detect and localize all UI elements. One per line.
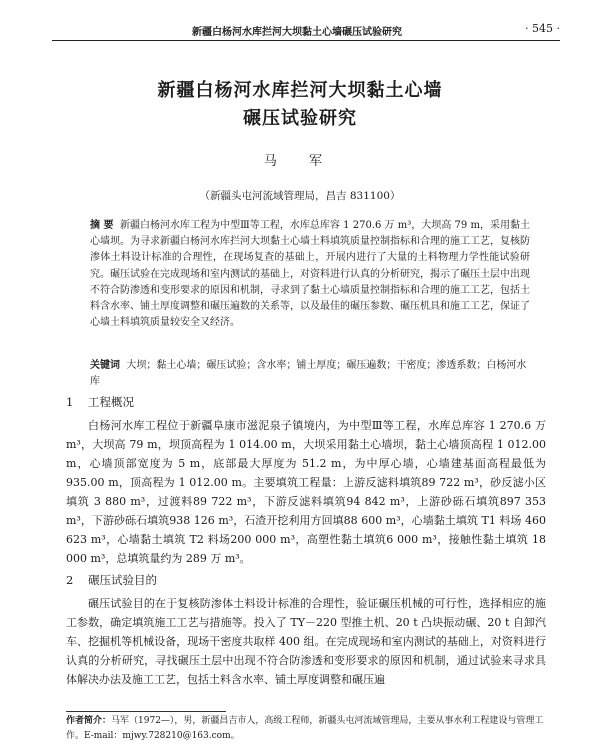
paper-title-line-2: 碾压试验研究: [243, 108, 357, 129]
abstract-label: 摘 要: [90, 220, 114, 231]
keywords-text: 大坝；黏土心墙；碾压试验；含水率；铺土厚度；碾压遍数；干密度；渗透系数；白杨河水库: [90, 360, 527, 387]
abstract-text: 新疆白杨河水库工程为中型Ⅲ等工程，水库总库容 1 270.6 万 m³，大坝高 79 m，采用黏土心墙坝。为寻求新疆白杨河水库拦河大坝黏土心墙土料填筑质量控制指标和合理的施工工艺，复核防渗体土料设计标准的合理性，在现场复查的基础上，开展内进行了大量的土料物理力学性能试验研究。碾压试验在完成现场和室内测试的基础上，对资料进行认真的分析研究，揭示了碾压土层中出现不符合防渗透和变形要求的原因和机制，寻求到了黏土心墙质量控制指标和合理的施工工艺，包括土料含水率、铺土厚度调整和碾压遍数的关系等，以及最佳的碾压参数、碾压机具和施工工艺，保证了心墙土料填筑质量较安全又经济。: [90, 220, 531, 329]
section-title-1: 工程概况: [88, 395, 134, 409]
running-header: [52, 20, 560, 38]
abstract: [90, 218, 530, 331]
keywords: [90, 358, 530, 390]
footnote-rule: [66, 711, 226, 712]
section-paragraph-1: 白杨河水库工程位于新疆阜康市滋泥泉子镇境内，为中型Ⅲ等工程，水库总库容 1 270.6 万 m³，大坝高 79 m，坝顶高程为 1 014.00 m，大坝采用黏土心墙坝，黏土心墙顶高程 1 012.00 m，心墙顶部宽度为 5 m，底部最大厚度为 51.2 m，为中厚心墙，心墙建基面高程最低为 935.00 m，顶高程为 1 012.00 m。主要填筑工程量：上游反滤料填筑89 722 m³，砂反滤小区填筑 3 880 m³，过渡料89 722 m³，下游反滤料填筑94 842 m³，上游砂砾石填筑897 353 m³，下游砂砾石填筑938 126 m³，石渣开挖利用方回填88 600 m³，心墙黏土填筑 T1 料场 460 623 m³，心墙黏土填筑 T2 料场200 000 m³，高塑性黏土填筑6 000 m³，接触性黏土填筑 18 000 m³，总填筑量约为 289 万 m³。: [66, 419, 546, 565]
section-number-1: 1: [66, 395, 74, 409]
header-rule: [52, 40, 560, 41]
footnote-label: 作者简介：: [66, 716, 112, 726]
running-header-title: 新疆白杨河水库拦河大坝黏土心墙碾压试验研究: [192, 27, 402, 38]
author-affiliation: （新疆头屯河流域管理局，昌吉 831100）: [199, 190, 401, 202]
section-number-2: 2: [66, 573, 74, 587]
page-number: · 545 ·: [525, 22, 560, 35]
section-paragraph-2: 碾压试验目的在于复核防渗体土料设计标准的合理性，验证碾压机械的可行性，选择相应的施工参数，确定填筑施工工艺与措施等。投入了 TY－220 型推土机、20 t 凸块振动碾、20 t 自卸汽车、挖掘机等机械设备，现场干密度共取样 400 组。在完成现场和室内测试的基础上，对资料进行认真的分析研究，寻找碾压土层中出现不符合防渗透和变形要求的原因和机制，通过试验来寻求具体解决办法及施工工艺，包括土料含水率、铺土厚度调整和碾压遍: [66, 597, 546, 686]
paper-title-line-1: 新疆白杨河水库拦河大坝黏土心墙: [157, 80, 443, 101]
keywords-label: 关键词: [90, 360, 120, 371]
author-footnote: [66, 714, 546, 744]
section-heading-2: [66, 572, 157, 588]
footnote-text: 马军（1972—），男，新疆昌吉市人，高级工程师，新疆头屯河流域管理局，主要从事水利工程建设与管理工作。E-mail：mjwy.728210@163.com。: [66, 716, 544, 741]
section-heading-1: [66, 394, 134, 410]
section-title-2: 碾压试验目的: [88, 573, 157, 587]
author-name: 马 军: [263, 154, 337, 169]
